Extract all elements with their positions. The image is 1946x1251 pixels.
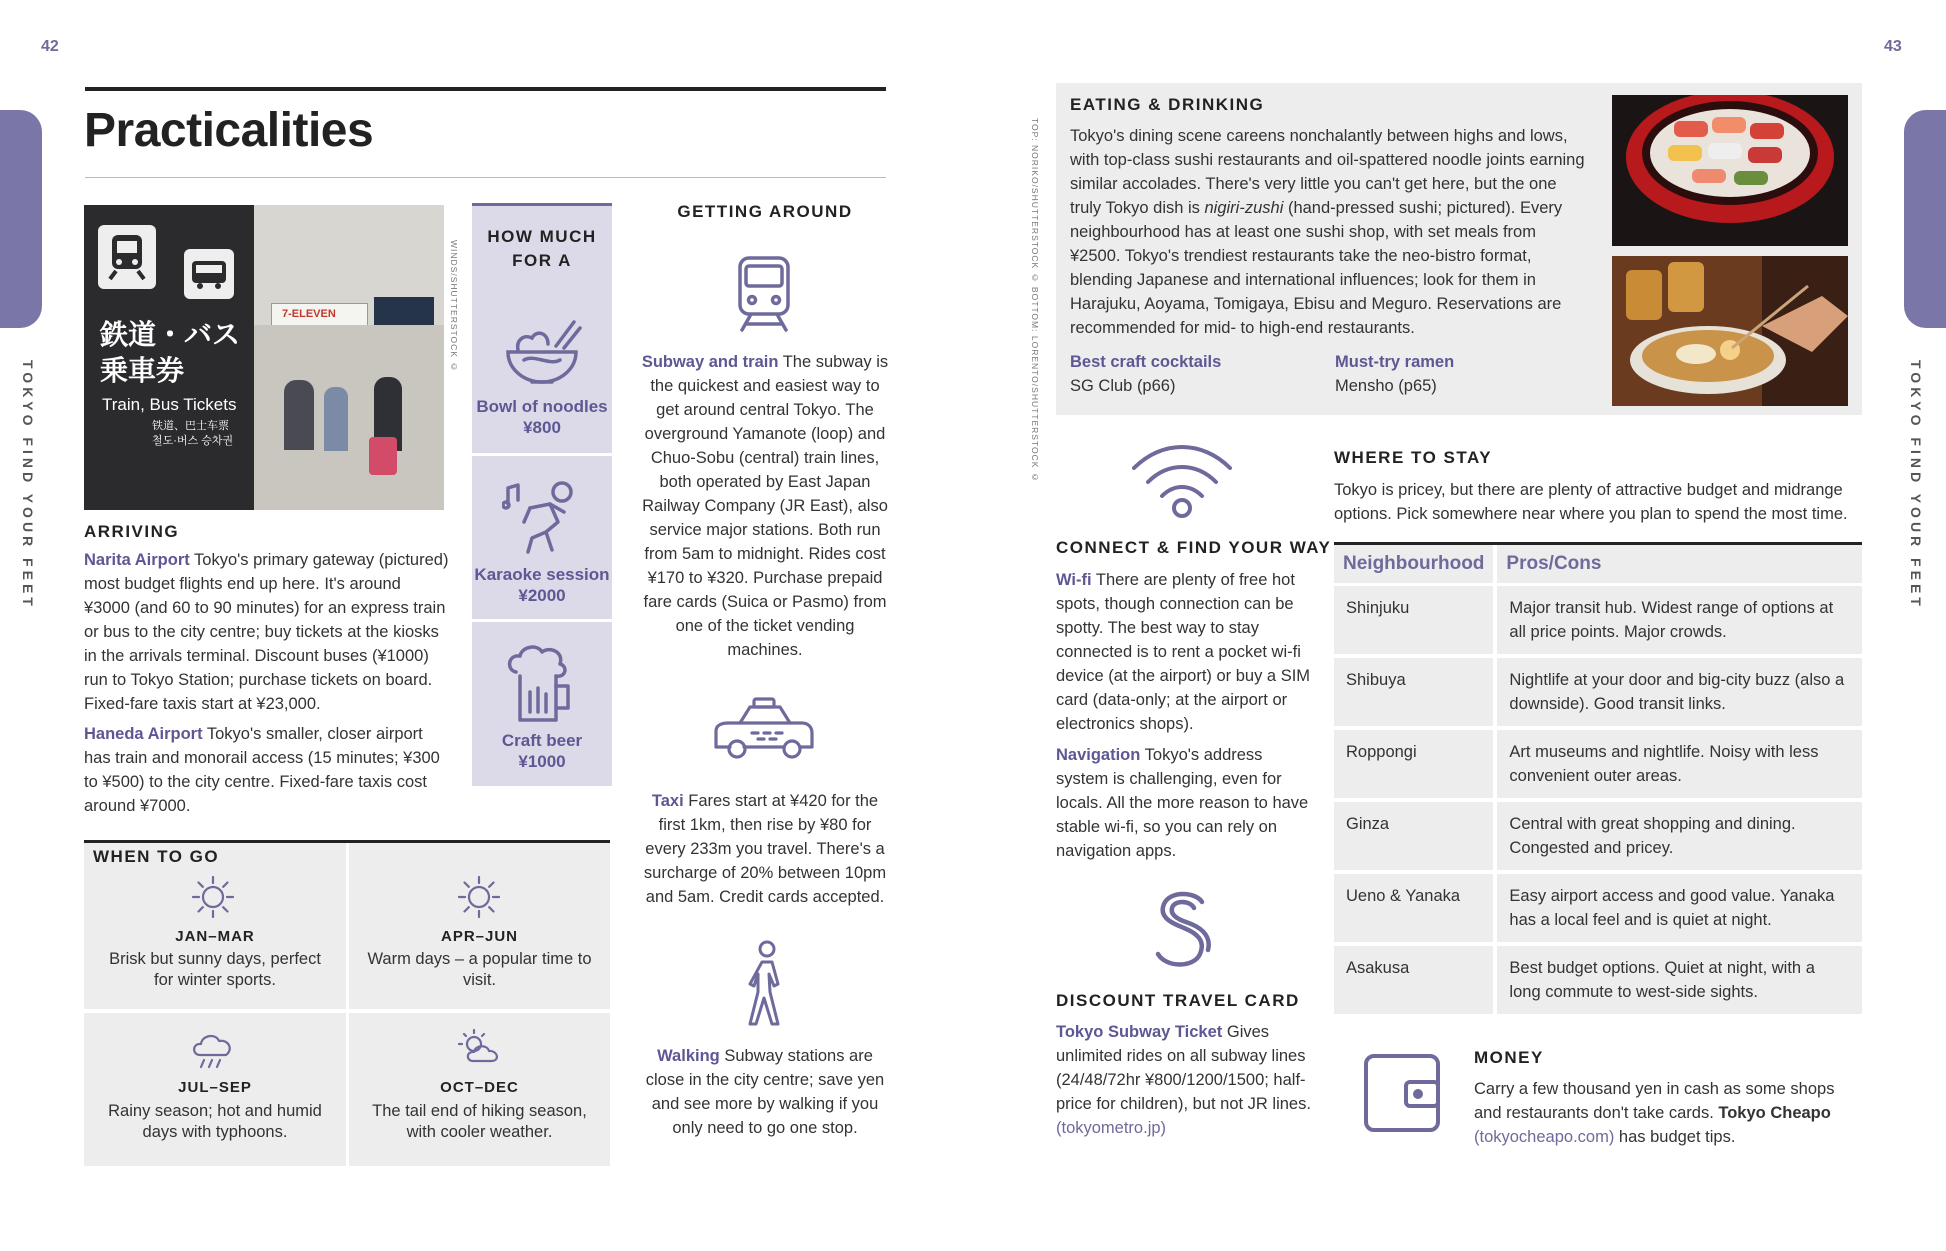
- left-chapter-tab: [0, 110, 42, 328]
- col-neighbourhood: Neighbourhood: [1334, 545, 1497, 586]
- left-photo-credit: WINDS/SHUTTERSTOCK ©: [449, 240, 459, 373]
- table-row: Asakusa Best budget options. Quiet at night, with a long commute to west-side sights.: [1334, 946, 1862, 1018]
- how-much-item-noodles: [472, 290, 612, 453]
- title-divider: [85, 177, 886, 178]
- connect-section: [1056, 568, 1318, 863]
- when-title: JUL–SEP: [178, 1079, 252, 1096]
- karaoke-singer-icon: [502, 478, 582, 558]
- getting-around-taxi: Taxi Fares start at ¥420 for the first 1km, then rise by ¥80 for every 233m you travel. There's a surcharge of 20% between 10pm and 5am. Credit cards accepted.: [643, 792, 887, 906]
- right-side-label: TOKYO FIND YOUR FEET: [1908, 360, 1924, 610]
- arriving-haneda: Haneda Airport Tokyo's smaller, closer airport has train and monorail access (15 minutes; ¥300 to ¥500) to the city centre. Fixed-fare taxis cost around ¥7000.: [84, 725, 440, 815]
- connect-wifi: Wi-fi There are plenty of free hot spots, though connection can be spotty. The best way to stay connected is to rent a pocket wi-fi device (at the airport) or buy a SIM card (data-only; at the airport or electronics shops).: [1056, 571, 1311, 733]
- when-cell-jul-sep: [84, 1013, 346, 1166]
- table-row: Shinjuku Major transit hub. Widest range of options at all price points. Major crowds.: [1334, 586, 1862, 658]
- how-much-header: [472, 203, 612, 290]
- table-row: Shibuya Nightlife at your door and big-city buzz (also a downside). Good transit links.: [1334, 658, 1862, 730]
- connect-navigation: Navigation Tokyo's address system is challenging, even for locals. All the more reason to have stable wi-fi, so you can rely on navigation apps.: [1056, 746, 1309, 860]
- col-pros-cons: Pros/Cons: [1497, 545, 1862, 586]
- wifi-icon: [1130, 440, 1234, 520]
- taxi-icon: [710, 697, 818, 767]
- arriving-heading: ARRIVING: [84, 522, 180, 541]
- when-text: Brisk but sunny days, perfect for winter sports.: [109, 950, 321, 989]
- how-much-label: Bowl of noodles: [476, 397, 608, 416]
- arriving-section: [84, 522, 450, 818]
- train-sign-icon: [104, 233, 150, 281]
- haneda-lead: Haneda Airport: [84, 725, 203, 743]
- bus-sign-icon: [190, 257, 228, 291]
- when-text: Warm days – a popular time to visit.: [367, 950, 592, 989]
- right-page-number: 43: [1884, 38, 1902, 55]
- stay-table: [1334, 545, 1862, 1018]
- when-title: OCT–DEC: [440, 1079, 519, 1096]
- when-cell-oct-dec: [349, 1013, 610, 1166]
- title-rule: [85, 87, 886, 91]
- s-card-icon: [1152, 888, 1212, 970]
- money-text: Carry a few thousand yen in cash as some shops and restaurants don't take cards. Tokyo Cheapo (tokyocheapo.com) has budget tips.: [1474, 1080, 1835, 1146]
- how-much-item-beer: [472, 622, 612, 786]
- how-much-price: ¥2000: [518, 586, 566, 605]
- when-title: APR–JUN: [440, 928, 519, 945]
- pick-ramen: Must-try ramen Mensho (p65): [1335, 353, 1455, 395]
- money-heading: MONEY: [1474, 1048, 1544, 1067]
- discount-heading: DISCOUNT TRAVEL CARD: [1056, 991, 1300, 1010]
- stay-intro: Tokyo is pricey, but there are plenty of attractive budget and midrange options. Pick somewhere near where you plan to spend the most time.: [1334, 481, 1848, 523]
- beer-mug-icon: [502, 642, 582, 726]
- ticket-sign-japanese: 鉄道・バス 乗車券: [100, 319, 241, 386]
- noodle-bowl-icon: [502, 316, 582, 390]
- when-cell-jan-mar: [84, 843, 346, 1009]
- when-cell-apr-jun: [349, 843, 610, 1009]
- discount-text: Tokyo Subway Ticket Gives unlimited rides on all subway lines (24/48/72hr ¥800/1200/1500; half-price for children), but not JR lines. (tokyometro.jp): [1056, 1023, 1311, 1137]
- connect-heading: CONNECT & FIND YOUR WAY: [1056, 538, 1332, 557]
- right-photo-credit: TOP: NORIKO/SHUTTERSTOCK © BOTTOM: LORENTO/SHUTTERSTOCK ©: [1030, 118, 1040, 483]
- narita-lead: Narita Airport: [84, 551, 190, 569]
- when-text: The tail end of hiking season, with cooler weather.: [372, 1102, 587, 1141]
- sushi-photo: [1612, 95, 1848, 246]
- getting-around-walking: Walking Subway stations are close in the city centre; save yen and see more by walking if you only need to go one stop.: [645, 1047, 885, 1137]
- ticket-sign-english: Train, Bus Tickets: [102, 395, 237, 414]
- table-row: Ginza Central with great shopping and dining. Congested and pricey.: [1334, 802, 1862, 874]
- left-page-number: 42: [41, 38, 59, 55]
- how-much-heading: HOW MUCH FOR A: [487, 227, 597, 270]
- sun-icon: [457, 875, 501, 919]
- store-sign: 7-ELEVEN: [282, 308, 336, 320]
- eating-heading: EATING & DRINKING: [1070, 95, 1265, 114]
- wallet-icon: [1362, 1052, 1442, 1134]
- tokyocheapo-link[interactable]: (tokyocheapo.com): [1474, 1128, 1615, 1146]
- right-chapter-tab: [1904, 110, 1946, 328]
- how-much-label: Craft beer: [501, 731, 583, 750]
- stay-heading: WHERE TO STAY: [1334, 448, 1493, 467]
- rain-cloud-icon: [190, 1027, 236, 1073]
- airport-photo: [84, 205, 444, 510]
- how-much-label: Karaoke session: [474, 565, 610, 584]
- left-side-label: TOKYO FIND YOUR FEET: [20, 360, 36, 610]
- train-icon: [734, 254, 794, 334]
- sun-cloud-icon: [457, 1027, 503, 1073]
- sun-icon: [191, 875, 235, 919]
- table-row: Roppongi Art museums and nightlife. Noisy with less convenient outer areas.: [1334, 730, 1862, 802]
- when-text: Rainy season; hot and humid days with typhoons.: [108, 1102, 322, 1141]
- walking-person-icon: [740, 940, 790, 1028]
- ticket-sign-other: 铁道、巴士车票 철도·버스 승차권: [152, 420, 234, 447]
- arriving-narita: Narita Airport Tokyo's primary gateway (pictured) most budget flights end up here. It's around ¥3000 (and 60 to 90 minutes) for an express train or bus to the city centre; buy tickets at the kiosks in the arrivals terminal. Discount buses (¥1000) run to Tokyo Station; purchase tickets on board. Fixed-fare taxis start at ¥23,000.: [84, 551, 449, 713]
- when-to-go-heading: WHEN TO GO: [93, 847, 220, 866]
- how-much-price: ¥800: [523, 418, 561, 437]
- getting-around-heading: GETTING AROUND: [677, 202, 853, 221]
- page-title: Practicalities: [84, 104, 374, 157]
- ramen-photo: [1612, 256, 1848, 406]
- how-much-item-karaoke: [472, 456, 612, 619]
- when-title: JAN–MAR: [175, 928, 255, 945]
- table-row: Ueno & Yanaka Easy airport access and good value. Yanaka has a local feel and is quiet at night.: [1334, 874, 1862, 946]
- tokyometro-link[interactable]: (tokyometro.jp): [1056, 1119, 1167, 1137]
- getting-around-subway: Subway and train The subway is the quickest and easiest way to get around central Tokyo. The overground Yamanote (loop) and Chuo-Sobu (central) train lines, both operated by East Japan Railway Company (JR East), also service major stations. Both run from 5am to midnight. Rides cost ¥170 to ¥320. Purchase prepaid fare cards (Suica or Pasmo) from one of the ticket vending machines.: [641, 353, 889, 659]
- pick-craft-cocktails: Best craft cocktails SG Club (p66): [1070, 353, 1222, 395]
- eating-text: Tokyo's dining scene careens nonchalantly between highs and lows, with top-class sushi restaurants and oil-spattered noodle joints earning similar accolades. There's very little you can't get here, but the one truly Tokyo dish is nigiri-zushi (hand-pressed sushi; pictured). Every neighbourhood has at least one sushi shop, with set meals from ¥2500. Tokyo's trendiest restaurants take the neo-bistro format, blending Japanese and international influences; look for them in Harajuku, Aoyama, Tomigaya, Ebisu and Meguro. Reservations are recommended for mid- to high-end restaurants.: [1070, 127, 1585, 337]
- how-much-price: ¥1000: [518, 752, 566, 771]
